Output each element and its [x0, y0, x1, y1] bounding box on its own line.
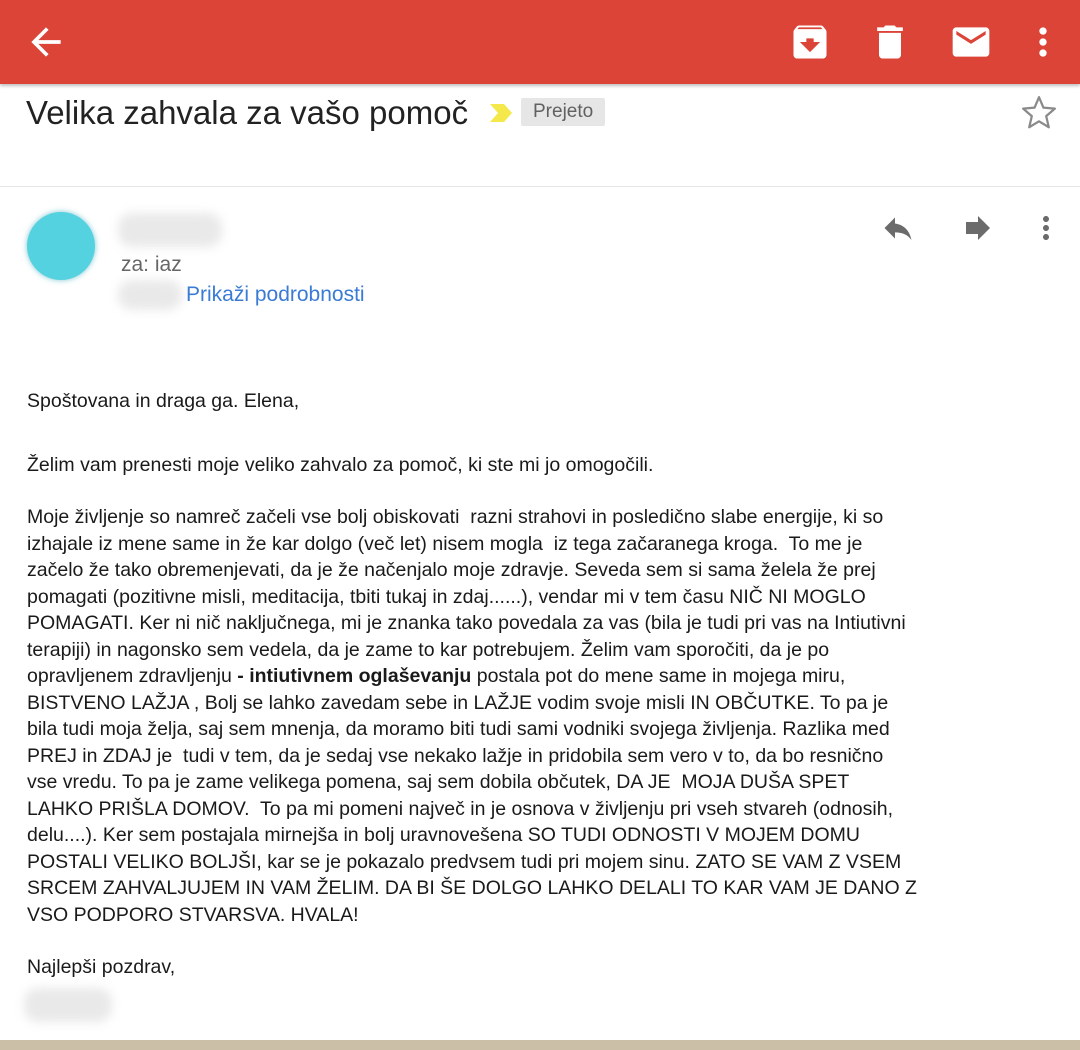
- reply-icon[interactable]: [880, 210, 916, 246]
- closing-line: Najlepši pozdrav,: [27, 956, 176, 978]
- paragraph-text-start: Moje življenje so namreč začeli vse bolj obiskovati razni strahovi in posledično slabe energije, ki so izhajale iz mene same in že kar dolgo (več let) nisem mogla iz tega začaranega kroga. To me je začelo že tako obremenjevati, da je že načenjalo moje zdravje. Seveda sem si sama želela že prej pomagati (pozitivne misli, meditacija, tbiti tukaj in zdaj......), vendar mi v tem času NIČ NI MOGLO POMAGATI. Ker ni nič naključnega, mi je znanka tako povedala za vas (bila je tudi pri vas na Intiutivni terapiji) in nagonsko sem vedela, da je zame to kar potrebujem. Želim vam sporočiti, da je po opravljenem zdravljenju: [27, 506, 906, 687]
- show-details-link[interactable]: Prikaži podrobnosti: [186, 283, 365, 306]
- bottom-edge: [0, 1040, 1080, 1050]
- message-body: [27, 388, 1077, 981]
- inbox-label-chip[interactable]: Prejeto: [521, 98, 605, 126]
- top-app-bar: [0, 0, 1080, 84]
- signature-redacted: [24, 988, 112, 1022]
- email-subject: Velika zahvala za vašo pomoč: [26, 94, 469, 131]
- subject-header: [0, 84, 1080, 187]
- message-more-vert-icon[interactable]: [1028, 210, 1064, 246]
- greeting-line: Spoštovana in draga ga. Elena,: [27, 390, 300, 412]
- paragraph-text-end: postala pot do mene same in mojega miru, BISTVENO LAŽJA , Bolj se lahko zavedam sebe in LAŽJE vodim svoje misli IN OBČUTKE. To pa je bila tudi moja želja, saj sem mnenja, da moramo biti tudi sami vodniki svojega življenja. Razlika med PREJ in ZDAJ je tudi v tem, da je sedaj vse nekako lažje in pridobila sem vero v to, da bo resnično vse vredu. To pa je zame velikega pomena, saj sem dobila občutek, DA JE MOJA DUŠA SPET LAHKO PRIŠLA DOMOV. To pa mi pomeni največ in je osnova v življenju pri vseh stvareh (odnosih, delu....). Ker sem postajala mirnejša in bolj uravnovešena SO TUDI ODNOSTI V MOJEM DOMU POSTALI VELIKO BOLJŠI, kar se je pokazalo predvsem tudi pri mojem sinu. ZATO SE VAM Z VSEM SRCEM ZAHVALJUJEM IN VAM ŽELIM. DA BI ŠE DOLGO LAHKO DELALI TO KAR VAM JE DANO Z VSO PODPORO STVARSVA. HVALA!: [27, 665, 917, 926]
- delete-icon[interactable]: [868, 20, 912, 64]
- importance-marker-icon[interactable]: [488, 102, 514, 124]
- thanks-line: Želim vam prenesti moje veliko zahvalo za pomoč, ki ste mi jo omogočili.: [27, 453, 654, 476]
- sender-name-redacted: [118, 213, 222, 247]
- main-paragraph: [27, 504, 1077, 928]
- more-vert-icon[interactable]: [1021, 20, 1065, 64]
- archive-icon[interactable]: [788, 20, 832, 64]
- date-redacted: [118, 280, 182, 310]
- star-icon[interactable]: [1020, 94, 1058, 132]
- avatar[interactable]: [27, 212, 95, 280]
- forward-icon[interactable]: [960, 210, 996, 246]
- paragraph-bold-phrase: - intiutivnem oglaševanju: [237, 665, 472, 687]
- mail-icon[interactable]: [949, 20, 993, 64]
- recipient-line: za: iaz: [121, 253, 182, 276]
- back-arrow-icon[interactable]: [24, 20, 68, 64]
